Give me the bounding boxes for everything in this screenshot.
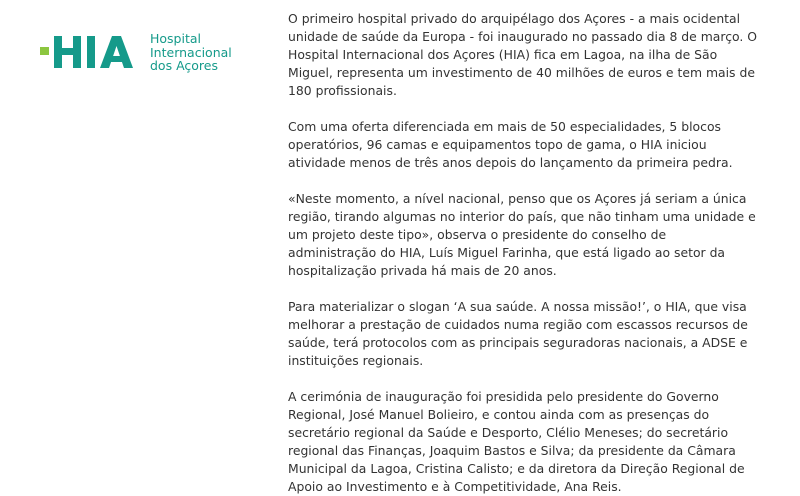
article-paragraph-3: «Neste momento, a nível nacional, penso que os Açores já seriam a única região, tirando algumas no interior do país, que não tinham uma unidade e um projeto deste tipo», observa o presidente do conselho de administração do HIA, Luís Miguel Farinha, que está ligado ao setor da hospitalização privada há mais de 20 anos. [288,191,756,278]
hospital-name-line-3: dos Açores [150,58,218,73]
hospital-name [150,32,232,73]
article-paragraph-5: A cerimónia de inauguração foi presidida pelo presidente do Governo Regional, José Manuel Bolieiro, e contou ainda com as presenças do secretário regional da Saúde e Desporto, Clélio Meneses; do secretário regional das Finanças, Joaquim Bastos e Silva; da presidente da Câmara Municipal da Lagoa, Cristina Calisto; e da diretora da Direção Regional de Apoio ao Investimento e à Competitividade, Ana Reis. [288,389,745,494]
article-body [288,10,758,496]
hia-logo-mark [40,34,144,70]
hia-logo [40,28,250,78]
hospital-name-line-1: Hospital [150,31,202,46]
hospital-name-line-2: Internacional [150,44,232,60]
article-paragraph-4: Para materializar o slogan ‘A sua saúde. A nossa missão!’, o HIA, que visa melhorar a prestação de cuidados numa região com escassos recursos de saúde, terá protocolos com as principais seguradoras nacionais, a ADSE e instituições regionais. [288,299,748,368]
article-paragraph-1: O primeiro hospital privado do arquipélago dos Açores - a mais ocidental unidade de saúde da Europa - foi inaugurado no passado dia 8 de março. O Hospital Internacional dos Açores (HIA) fica em Lagoa, na ilha de São Miguel, representa um investimento de 40 milhões de euros e tem mais de 180 profissionais. [288,11,758,98]
article-paragraph-2: Com uma oferta diferenciada em mais de 50 especialidades, 5 blocos operatórios, 96 camas e equipamentos topo de gama, o HIA iniciou atividade menos de três anos depois do lançamento da primeira pedra. [288,119,733,170]
